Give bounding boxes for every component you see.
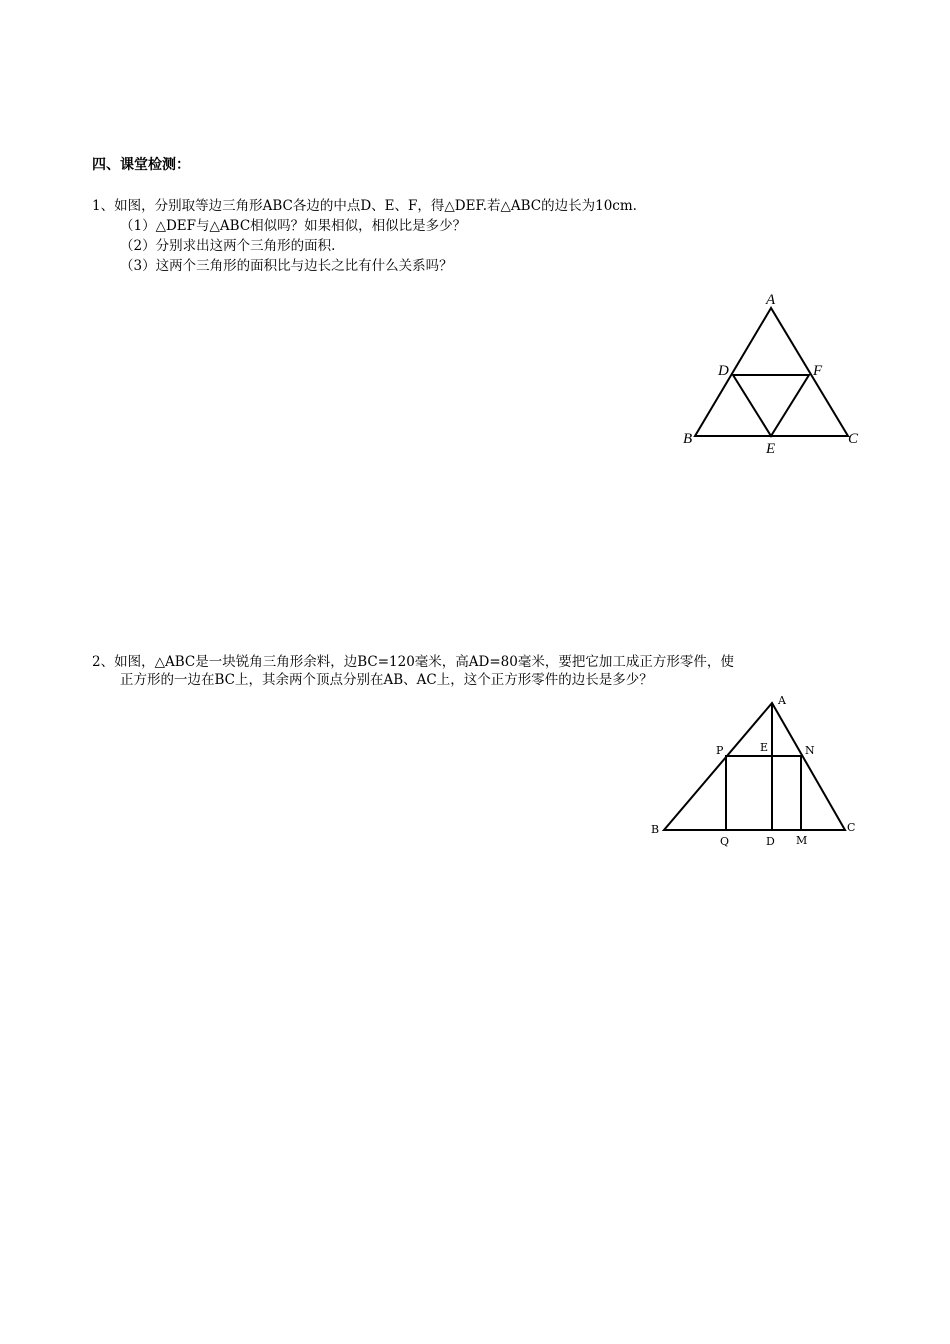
section-heading: 四、课堂检测： bbox=[92, 157, 190, 173]
fig2-label-a: A bbox=[778, 694, 786, 707]
fig2-label-q: Q bbox=[720, 835, 730, 848]
question-1-part-1: （1）△DEF与△ABC相似吗？如果相似，相似比是多少？ bbox=[120, 218, 467, 234]
question-1-stem: 1、如图，分别取等边三角形ABC各边的中点D、E、F，得△DEF.若△ABC的边长为10cm. bbox=[92, 198, 637, 214]
question-2-line-2: 正方形的一边在BC上，其余两个顶点分别在AB、AC上，这个正方形零件的边长是多少？ bbox=[120, 672, 653, 688]
question-1-part-3: （3）这两个三角形的面积比与边长之比有什么关系吗？ bbox=[120, 258, 453, 274]
fig1-label-c: C bbox=[848, 431, 859, 447]
fig1-label-f: F bbox=[813, 363, 823, 379]
question-1-part-2: （2）分别求出这两个三角形的面积. bbox=[120, 238, 336, 254]
fig2-label-c: C bbox=[847, 821, 856, 834]
triangle-abc-2 bbox=[664, 703, 845, 830]
fig2-label-m: M bbox=[796, 834, 808, 847]
fig1-label-d: D bbox=[718, 363, 729, 379]
fig1-label-a: A bbox=[766, 292, 776, 308]
square-pnmq bbox=[726, 756, 801, 830]
fig2-label-n: N bbox=[805, 744, 815, 757]
question-2-line-1: 2、如图，△ABC是一块锐角三角形余料，边BC=120毫米，高AD=80毫米，要把它加工成正方形零件，使 bbox=[92, 654, 734, 670]
fig2-label-b: B bbox=[651, 823, 660, 836]
fig2-label-d: D bbox=[766, 835, 775, 848]
fig1-label-e: E bbox=[766, 441, 776, 457]
fig2-label-e: E bbox=[760, 741, 769, 754]
fig1-label-b: B bbox=[683, 431, 693, 447]
fig2-label-p: P bbox=[716, 744, 724, 757]
